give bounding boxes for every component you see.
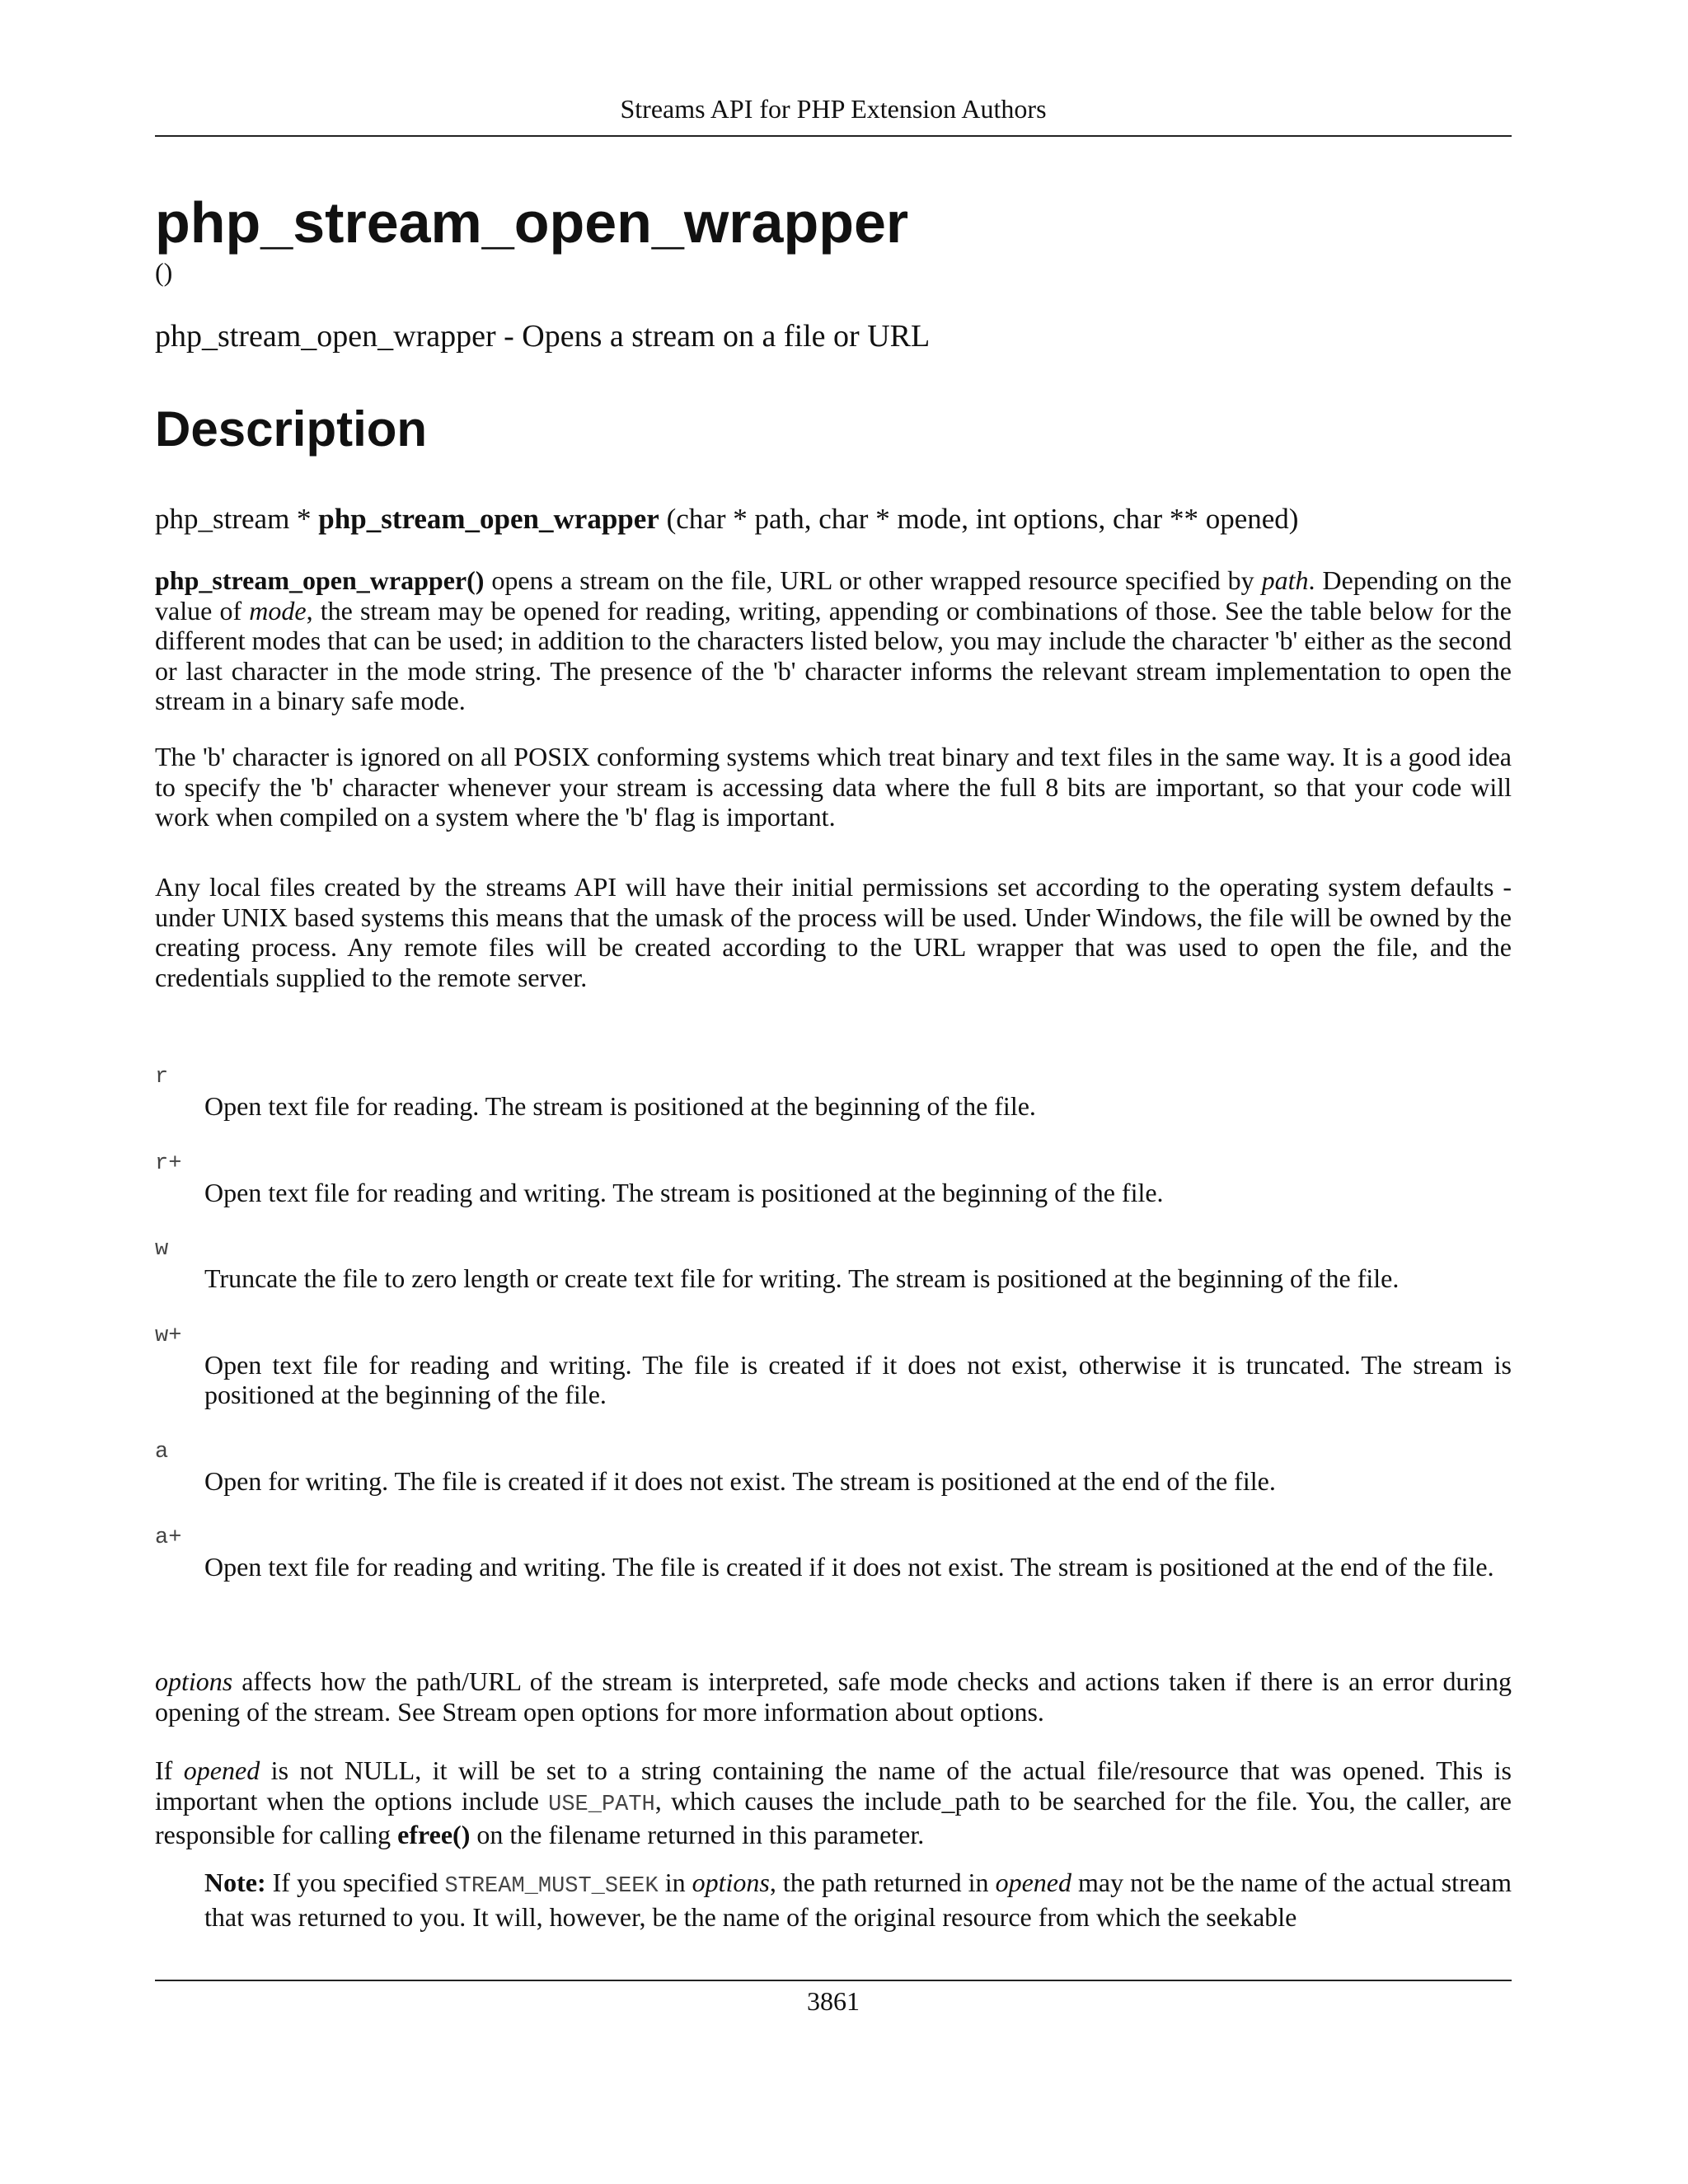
paragraph-text: affects how the path/URL of the stream is interpreted, safe mode checks and actions taken if there is an error during opening of the stream. See Stream open options for more information about options. [155, 1666, 1512, 1727]
mode-term: w+ [155, 1323, 182, 1348]
function-ref-efree: efree() [397, 1820, 471, 1849]
note-label: Note: [204, 1868, 266, 1897]
mode-description: Open for writing. The file is created if it does not exist. The stream is positioned at the end of the file. [204, 1465, 1276, 1496]
mode-description: Open text file for reading and writing. The file is created if it does not exist, otherwise it is truncated. The stream is positioned at the beginning of the file. [204, 1349, 1512, 1409]
paragraph-text: . Depending on the value of [155, 565, 1512, 626]
note-text: may not be the name of the actual stream that was returned to you. It will, however, be the name of the original resource from which the seekable [204, 1868, 1512, 1932]
mode-item [155, 1438, 1512, 1497]
synopsis-params: (char * path, char * mode, int options, char ** opened) [659, 503, 1299, 535]
refentry-purpose: php_stream_open_wrapper - Opens a stream on a file or URL [155, 319, 931, 354]
page-number: 3861 [807, 1986, 860, 2016]
mode-item [155, 1063, 1512, 1122]
note-block [204, 1868, 1512, 1932]
mode-term: r [155, 1065, 169, 1090]
paragraph-text: , the stream may be opened for reading, writing, appending or combinations of those. See the table below for the different modes that can be used; in addition to the characters listed below, you may include the character 'b' either as the second or last character in the mode string. The presence of the 'b' character informs the relevant stream implementation to open the stream in a binary safe mode. [155, 595, 1512, 715]
function-ref: php_stream_open_wrapper() [155, 565, 485, 595]
mode-term: w [155, 1237, 169, 1262]
paragraph-opened [155, 1755, 1512, 1850]
header-rule [155, 135, 1512, 137]
mode-item [155, 1150, 1512, 1208]
constant-stream-must-seek: STREAM_MUST_SEEK [444, 1874, 659, 1899]
paragraph-permissions: Any local files created by the streams API will have their initial permissions set according to the operating system defaults - under UNIX based systems this means that the umask of the process will be used. Under Windows, the file will be owned by the creating process. Any remote files will be created according to the URL wrapper that was used to open the file, and the credentials supplied to the remote server. [155, 872, 1512, 992]
paragraph-text: opens a stream on the file, URL or other wrapped resource specified by [484, 565, 1262, 595]
mode-description: Open text file for reading. The stream is positioned at the beginning of the file. [204, 1091, 1036, 1121]
mode-item [155, 1524, 1512, 1582]
mode-description: Open text file for reading and writing. The stream is positioned at the beginning of the file. [204, 1177, 1164, 1207]
synopsis-function-name: php_stream_open_wrapper [318, 503, 659, 535]
param-mode: mode [249, 595, 307, 626]
mode-list [155, 1063, 1512, 1582]
paragraph-text: , which causes the include_path to be searched for the file. You, the caller, are responsible for calling [155, 1785, 1512, 1849]
paragraph-intro [155, 565, 1512, 716]
footer-rule [155, 1980, 1512, 1981]
synopsis-return-type: php_stream * [155, 503, 319, 535]
refentry-title: php_stream_open_wrapper [155, 190, 909, 255]
paragraph-text: on the filename returned in this parameter. [470, 1820, 925, 1849]
mode-item [155, 1322, 1512, 1410]
mode-description: Open text file for reading and writing. The file is created if it does not exist. The stream is positioned at the end of the file. [204, 1552, 1494, 1582]
refentry-parens: () [155, 257, 173, 287]
paragraph-text: If [155, 1755, 184, 1785]
param-path: path [1261, 565, 1309, 595]
param-options: options [692, 1868, 770, 1897]
document-page [155, 0, 1512, 2184]
constant-use-path: USE_PATH [548, 1792, 655, 1817]
running-header: Streams API for PHP Extension Authors [620, 94, 1047, 124]
param-options: options [155, 1666, 233, 1696]
mode-item [155, 1235, 1512, 1294]
param-opened: opened [183, 1755, 260, 1785]
mode-description: Truncate the file to zero length or create text file for writing. The stream is positioned at the beginning of the file. [204, 1263, 1400, 1293]
paragraph-binary-flag: The 'b' character is ignored on all POSIX conforming systems which treat binary and text files in the same way. It is a good idea to specify the 'b' character whenever your stream is accessing data where the full 8 bits are important, so that your code will work when compiled on a system where the 'b' flag is important. [155, 742, 1512, 832]
mode-term: r+ [155, 1151, 182, 1176]
note-text: If you specified [265, 1868, 445, 1897]
section-heading-description: Description [155, 401, 428, 457]
paragraph-text: is not NULL, it will be set to a string containing the name of the actual file/resource that was opened. This is important when the options include [155, 1755, 1512, 1816]
mode-term: a+ [155, 1526, 182, 1550]
note-text: , the path returned in [769, 1868, 996, 1897]
param-opened: opened [995, 1868, 1071, 1897]
paragraph-options [155, 1666, 1512, 1727]
note-text: in [658, 1868, 692, 1897]
mode-term: a [155, 1439, 169, 1465]
function-synopsis [155, 503, 1298, 536]
